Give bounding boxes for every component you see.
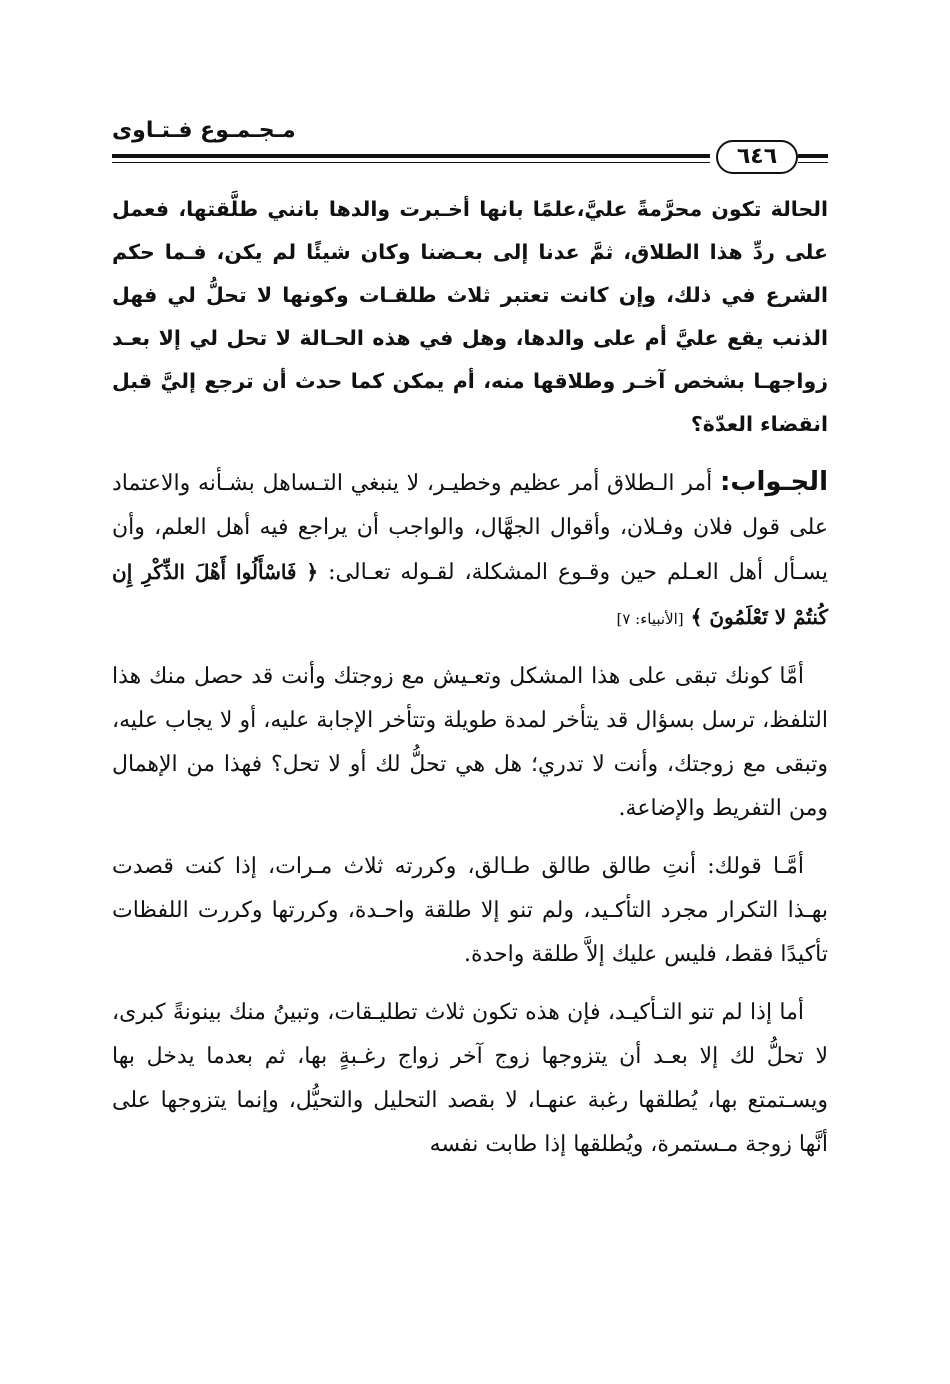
header-rule-right-thick	[798, 154, 828, 158]
body-paragraph	[112, 991, 828, 1167]
body-paragraph	[112, 845, 828, 977]
page-header	[112, 118, 828, 178]
book-title: مـجـمـوع فـتـاوى	[112, 118, 296, 143]
page-body	[112, 188, 828, 1181]
question-text: الحالة تكون محرَّمةً عليَّ،علمًا بانها أخـبرت والدها بانني طلَّقتها، فعمل على ردِّ هذا الطلاق، ثمَّ عدنا إلى بعـضنا وكان شيئًا لم يكن، فـما حكم الشرع في ذلك، وإن كانت تعتبر ثلاث طلقـات وكونها لا تحلُّ لي فهل الذنب يقع عليَّ أم على والدها، وهل في هذه الحـالة لا تحل لي إلا بعـد زواجهـا بشخص آخـر وطلاقها منه، أم يمكن كما حدث أن ترجع إليَّ قبل انقضاء العدّة؟	[112, 197, 828, 436]
paragraph-text: أمَّا كونك تبقى على هذا المشكل وتعـيش مع زوجتك وأنت قد حصل منك هذا التلفظ، ترسل بسؤال قد يتأخر لمدة طويلة وتتأخر الإجابة عليه، أو لا يجاب عليه، وتبقى مع زوجتك، وأنت لا تدري؛ هل هي تحلُّ لك أو لا تحل؟ فهذا من الإهمال ومن التفريط والإضاعة.	[112, 664, 828, 821]
page-number: ٦٤٦	[716, 140, 798, 174]
body-paragraph	[112, 655, 828, 831]
answer-label: الجـواب:	[719, 467, 828, 497]
answer-text: أمر الـطلاق أمر عظيم وخطيـر، لا ينبغي التـساهل بشـأنه والاعتماد على قول فلان وفـلان، وأقوال الجهَّال، والواجب أن يراجع فيه أهل العلم، وأن يسـأل أهل العـلم حين وقـوع المشكلة، لقـوله تعـالى:	[112, 471, 828, 585]
header-rule-thick	[112, 154, 710, 158]
answer-paragraph	[112, 460, 828, 641]
paragraph-text: أما إذا لم تنو التـأكيـد، فإن هذه تكون ثلاث تطليـقات، وتبينُ منك بينونةً كبرى، لا تحلُّ لك إلا بعـد أن يتزوجها زوج آخر زواج رغـبةٍ بها، ثم بعدما يدخل بها ويسـتمتع بها، يُطلقها رغبة عنهـا، لا بقصد التحليل والتحيُّل، وإنما يتزوجها على أنَّها زوجة مـستمرة، ويُطلقها إذا طابت نفسه	[112, 1000, 828, 1157]
quran-verse: ﴿ فَاسْأَلُوا أَهْلَ الذِّكْرِ إِن كُنتُمْ لا تَعْلَمُونَ ﴾	[112, 560, 828, 629]
paragraph-text: أمَّـا قولك: أنتِ طالق طالق طـالق، وكررته ثلاث مـرات، إذا كنت قصدت بهـذا التكرار مجرد التأكـيد، ولم تنو إلا طلقة واحـدة، وكررتها وكررت اللفظات تأكيدًا فقط، فليس عليك إلاَّ طلقة واحدة.	[112, 854, 828, 967]
header-rule-right-thin	[798, 162, 828, 163]
header-rule-thin	[112, 162, 710, 163]
verse-reference: [الأنبياء: ٧]	[616, 610, 684, 628]
